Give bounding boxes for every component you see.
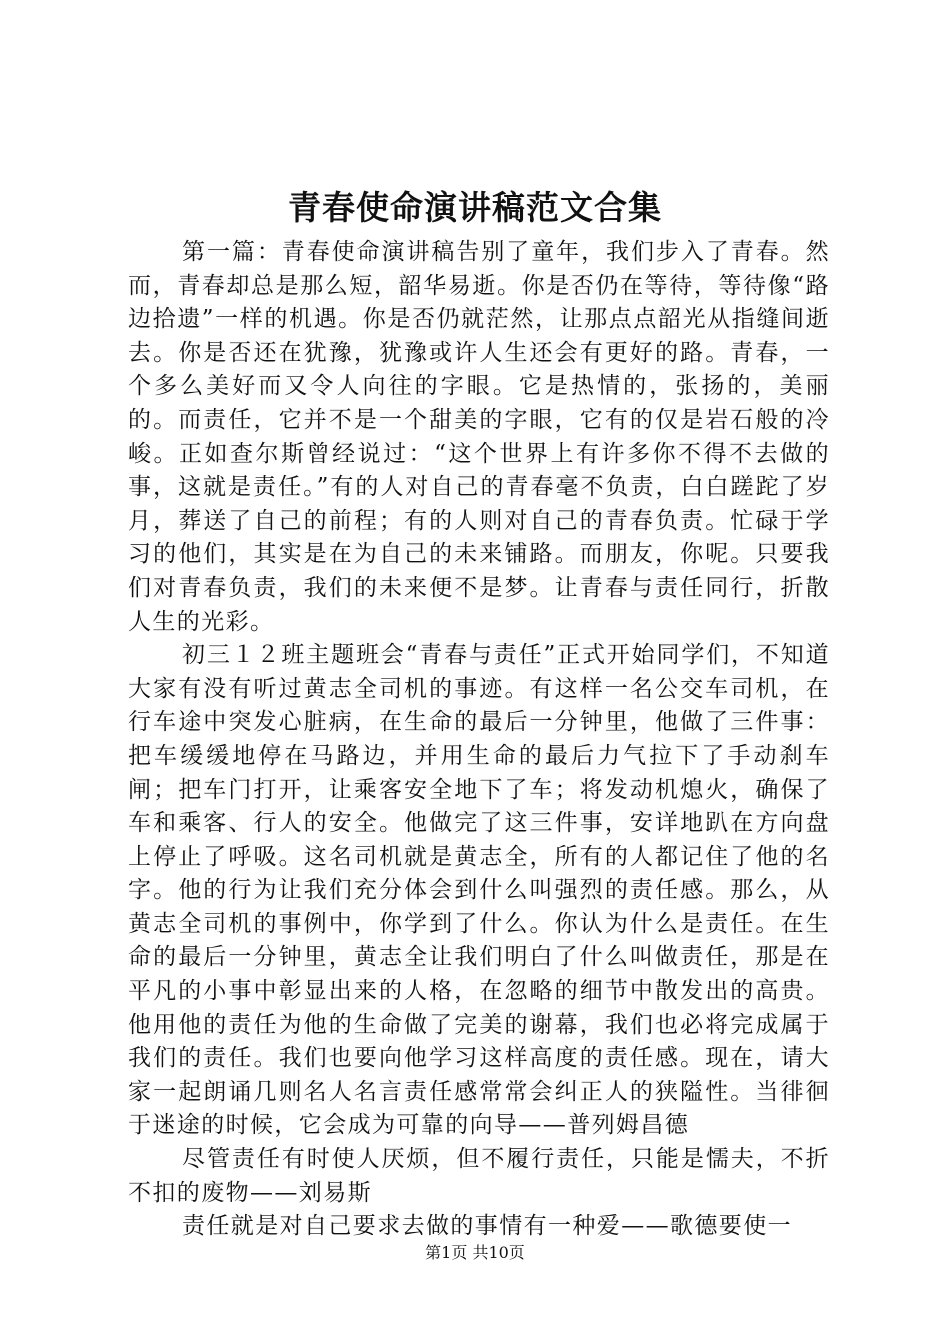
paragraph-4: 责任就是对自己要求去做的事情有一种爱——歌德要使一	[182, 1213, 792, 1240]
page-number-footer: 第1页 共10页	[425, 1243, 525, 1262]
document-body	[128, 236, 830, 1244]
paragraph-3: 尽管责任有时使人厌烦，但不履行责任，只能是懦夫，不折不扣的废物——刘易斯	[128, 1146, 830, 1206]
paragraph-2: 初三１２班主题班会“青春与责任”正式开始同学们，不知道大家有没有听过黄志全司机的事迹。有这样一名公交车司机，在行车途中突发心脏病，在生命的最后一分钟里，他做了三件事：把车缓缓地停在马路边，并用生命的最后力气拉下了手动刹车闸；把车门打开，让乘客安全地下了车；将发动机熄火，确保了车和乘客、行人的安全。他做完了这三件事，安详地趴在方向盘上停止了呼吸。这名司机就是黄志全，所有的人都记住了他的名字。他的行为让我们充分体会到什么叫强烈的责任感。那么，从黄志全司机的事例中，你学到了什么。你认为什么是责任。在生命的最后一分钟里，黄志全让我们明白了什么叫做责任，那是在平凡的小事中彰显出来的人格，在忽略的细节中散发出的高贵。他用他的责任为他的生命做了完美的谢幕，我们也必将完成属于我们的责任。我们也要向他学习这样高度的责任感。现在，请大家一起朗诵几则名人名言责任感常常会纠正人的狭隘性。当徘徊于迷途的时候，它会成为可靠的向导——普列姆昌德	[128, 642, 830, 1139]
page-title: 青春使命演讲稿范文合集	[288, 188, 662, 227]
paragraph-1: 第一篇：青春使命演讲稿告别了童年，我们步入了青春。然而，青春却总是那么短，韶华易逝。你是否仍在等待，等待像“路边拾遗”一样的机遇。你是否仍就茫然，让那点点韶光从指缝间逝去。你是否还在犹豫，犹豫或许人生还会有更好的路。青春，一个多么美好而又令人向往的字眼。它是热情的，张扬的，美丽的。而责任，它并不是一个甜美的字眼，它有的仅是岩石般的冷峻。正如查尔斯曾经说过：“这个世界上有许多你不得不去做的事，这就是责任。”有的人对自己的青春毫不负责，白白蹉跎了岁月，葬送了自己的前程；有的人则对自己的青春负责。忙碌于学习的他们，其实是在为自己的未来铺路。而朋友，你呢。只要我们对青春负责，我们的未来便不是梦。让青春与责任同行，折散人生的光彩。	[128, 239, 830, 635]
